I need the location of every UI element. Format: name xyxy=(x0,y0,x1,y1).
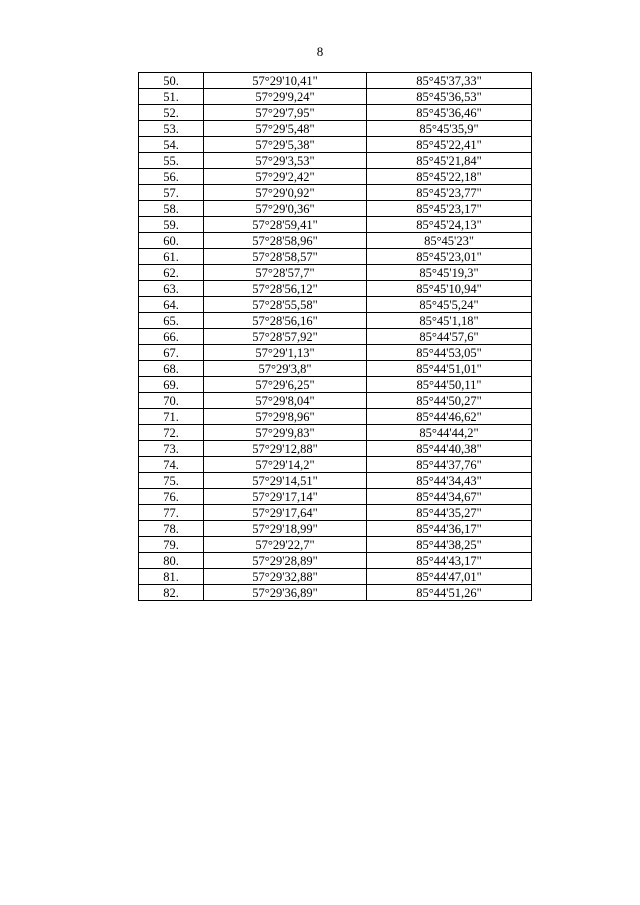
latitude-cell: 57°29'8,96" xyxy=(204,409,367,425)
table-row xyxy=(139,105,532,121)
point-number-cell: 66. xyxy=(139,329,204,345)
point-number-cell: 71. xyxy=(139,409,204,425)
latitude-cell: 57°29'7,95" xyxy=(204,105,367,121)
latitude-cell: 57°29'10,41" xyxy=(204,73,367,89)
latitude-cell: 57°28'56,16" xyxy=(204,313,367,329)
longitude-cell: 85°44'37,76" xyxy=(367,457,532,473)
latitude-cell: 57°28'57,7" xyxy=(204,265,367,281)
table-row xyxy=(139,393,532,409)
longitude-cell: 85°44'57,6" xyxy=(367,329,532,345)
point-number-cell: 55. xyxy=(139,153,204,169)
longitude-cell: 85°44'50,27" xyxy=(367,393,532,409)
table-row xyxy=(139,553,532,569)
longitude-cell: 85°44'43,17" xyxy=(367,553,532,569)
table-row xyxy=(139,505,532,521)
table-row xyxy=(139,153,532,169)
point-number-cell: 69. xyxy=(139,377,204,393)
longitude-cell: 85°45'5,24" xyxy=(367,297,532,313)
point-number-cell: 53. xyxy=(139,121,204,137)
latitude-cell: 57°29'18,99" xyxy=(204,521,367,537)
table-row xyxy=(139,409,532,425)
latitude-cell: 57°29'12,88" xyxy=(204,441,367,457)
longitude-cell: 85°45'23,77" xyxy=(367,185,532,201)
point-number-cell: 76. xyxy=(139,489,204,505)
point-number-cell: 59. xyxy=(139,217,204,233)
latitude-cell: 57°29'14,51" xyxy=(204,473,367,489)
coordinates-table-body xyxy=(139,73,532,601)
latitude-cell: 57°29'17,14" xyxy=(204,489,367,505)
point-number-cell: 72. xyxy=(139,425,204,441)
latitude-cell: 57°29'36,89" xyxy=(204,585,367,601)
point-number-cell: 68. xyxy=(139,361,204,377)
latitude-cell: 57°29'3,53" xyxy=(204,153,367,169)
latitude-cell: 57°29'22,7" xyxy=(204,537,367,553)
longitude-cell: 85°45'21,84" xyxy=(367,153,532,169)
longitude-cell: 85°44'36,17" xyxy=(367,521,532,537)
table-row xyxy=(139,185,532,201)
point-number-cell: 80. xyxy=(139,553,204,569)
latitude-cell: 57°29'14,2" xyxy=(204,457,367,473)
latitude-cell: 57°29'5,48" xyxy=(204,121,367,137)
longitude-cell: 85°44'46,62" xyxy=(367,409,532,425)
point-number-cell: 78. xyxy=(139,521,204,537)
table-row xyxy=(139,297,532,313)
longitude-cell: 85°45'19,3" xyxy=(367,265,532,281)
point-number-cell: 67. xyxy=(139,345,204,361)
point-number-cell: 54. xyxy=(139,137,204,153)
point-number-cell: 51. xyxy=(139,89,204,105)
longitude-cell: 85°45'23,17" xyxy=(367,201,532,217)
point-number-cell: 70. xyxy=(139,393,204,409)
table-row xyxy=(139,73,532,89)
table-row xyxy=(139,441,532,457)
longitude-cell: 85°44'34,43" xyxy=(367,473,532,489)
point-number-cell: 62. xyxy=(139,265,204,281)
longitude-cell: 85°45'22,41" xyxy=(367,137,532,153)
latitude-cell: 57°29'1,13" xyxy=(204,345,367,361)
longitude-cell: 85°44'44,2" xyxy=(367,425,532,441)
table-row xyxy=(139,121,532,137)
table-row xyxy=(139,425,532,441)
point-number-cell: 65. xyxy=(139,313,204,329)
point-number-cell: 82. xyxy=(139,585,204,601)
table-row xyxy=(139,233,532,249)
table-row xyxy=(139,281,532,297)
longitude-cell: 85°44'51,01" xyxy=(367,361,532,377)
table-row xyxy=(139,137,532,153)
point-number-cell: 64. xyxy=(139,297,204,313)
coordinates-table xyxy=(138,72,532,601)
longitude-cell: 85°45'37,33" xyxy=(367,73,532,89)
latitude-cell: 57°29'3,8" xyxy=(204,361,367,377)
point-number-cell: 57. xyxy=(139,185,204,201)
latitude-cell: 57°29'17,64" xyxy=(204,505,367,521)
longitude-cell: 85°45'24,13" xyxy=(367,217,532,233)
latitude-cell: 57°29'5,38" xyxy=(204,137,367,153)
table-row xyxy=(139,313,532,329)
longitude-cell: 85°44'51,26" xyxy=(367,585,532,601)
latitude-cell: 57°28'55,58" xyxy=(204,297,367,313)
point-number-cell: 61. xyxy=(139,249,204,265)
latitude-cell: 57°29'0,36" xyxy=(204,201,367,217)
longitude-cell: 85°45'23,01" xyxy=(367,249,532,265)
point-number-cell: 74. xyxy=(139,457,204,473)
longitude-cell: 85°45'23" xyxy=(367,233,532,249)
table-row xyxy=(139,473,532,489)
table-row xyxy=(139,489,532,505)
latitude-cell: 57°28'56,12" xyxy=(204,281,367,297)
table-row xyxy=(139,201,532,217)
latitude-cell: 57°28'57,92" xyxy=(204,329,367,345)
longitude-cell: 85°45'1,18" xyxy=(367,313,532,329)
longitude-cell: 85°44'53,05" xyxy=(367,345,532,361)
page-number: 8 xyxy=(316,44,324,59)
table-row xyxy=(139,537,532,553)
longitude-cell: 85°45'36,46" xyxy=(367,105,532,121)
point-number-cell: 56. xyxy=(139,169,204,185)
point-number-cell: 63. xyxy=(139,281,204,297)
table-row xyxy=(139,521,532,537)
longitude-cell: 85°44'50,11" xyxy=(367,377,532,393)
table-row xyxy=(139,345,532,361)
longitude-cell: 85°45'22,18" xyxy=(367,169,532,185)
latitude-cell: 57°28'59,41" xyxy=(204,217,367,233)
point-number-cell: 73. xyxy=(139,441,204,457)
point-number-cell: 52. xyxy=(139,105,204,121)
table-row xyxy=(139,585,532,601)
point-number-cell: 81. xyxy=(139,569,204,585)
latitude-cell: 57°29'9,24" xyxy=(204,89,367,105)
table-row xyxy=(139,361,532,377)
latitude-cell: 57°29'8,04" xyxy=(204,393,367,409)
longitude-cell: 85°44'34,67" xyxy=(367,489,532,505)
latitude-cell: 57°29'0,92" xyxy=(204,185,367,201)
latitude-cell: 57°29'32,88" xyxy=(204,569,367,585)
point-number-cell: 77. xyxy=(139,505,204,521)
table-row xyxy=(139,89,532,105)
table-row xyxy=(139,249,532,265)
table-row xyxy=(139,217,532,233)
point-number-cell: 79. xyxy=(139,537,204,553)
longitude-cell: 85°44'40,38" xyxy=(367,441,532,457)
longitude-cell: 85°44'35,27" xyxy=(367,505,532,521)
point-number-cell: 58. xyxy=(139,201,204,217)
latitude-cell: 57°29'9,83" xyxy=(204,425,367,441)
latitude-cell: 57°29'2,42" xyxy=(204,169,367,185)
longitude-cell: 85°45'10,94" xyxy=(367,281,532,297)
latitude-cell: 57°29'6,25" xyxy=(204,377,367,393)
longitude-cell: 85°44'38,25" xyxy=(367,537,532,553)
longitude-cell: 85°45'36,53" xyxy=(367,89,532,105)
table-row xyxy=(139,457,532,473)
latitude-cell: 57°29'28,89" xyxy=(204,553,367,569)
table-row xyxy=(139,377,532,393)
longitude-cell: 85°44'47,01" xyxy=(367,569,532,585)
point-number-cell: 75. xyxy=(139,473,204,489)
point-number-cell: 60. xyxy=(139,233,204,249)
table-row xyxy=(139,329,532,345)
table-row xyxy=(139,169,532,185)
latitude-cell: 57°28'58,96" xyxy=(204,233,367,249)
latitude-cell: 57°28'58,57" xyxy=(204,249,367,265)
table-row xyxy=(139,569,532,585)
point-number-cell: 50. xyxy=(139,73,204,89)
longitude-cell: 85°45'35,9" xyxy=(367,121,532,137)
table-row xyxy=(139,265,532,281)
